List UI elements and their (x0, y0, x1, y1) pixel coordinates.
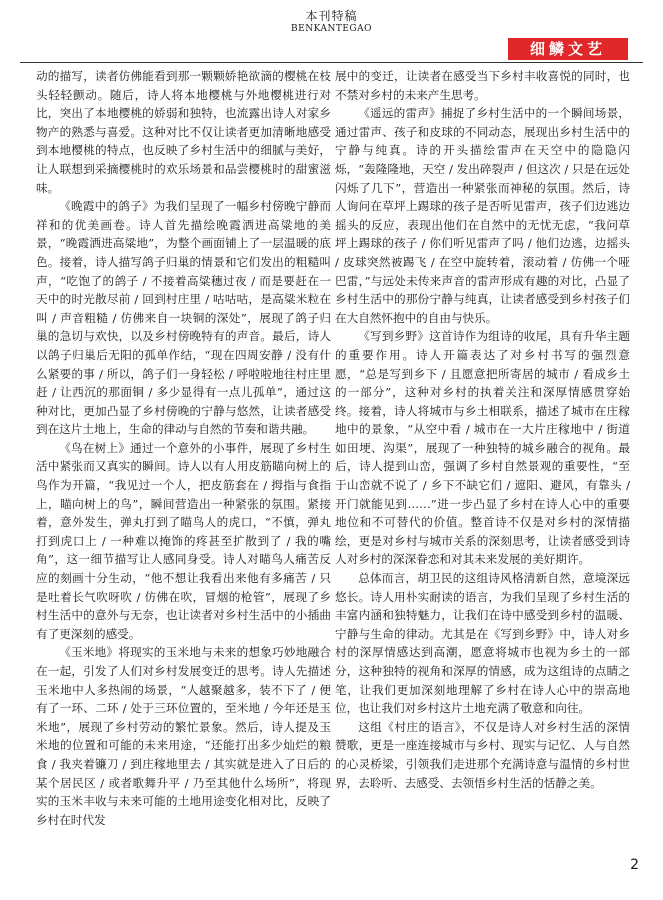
paragraph: 《写到乡野》这首诗作为组诗的收尾，具有升华主题的重要作用。诗人开篇表达了对乡村书写的强烈意愿，“总是写到乡下 / 且愿意把所寄居的城市 / 看成乡土的一部分”，这种对乡村的执着关注和深厚情感贯穿始终。接着，诗人将城市与乡土相联系，描述了城市在庄稼地中的景象，“从空中看 / 城市在一大片庄稼地中 / 街道如田埂、沟渠”，展现了一种独特的城乡融合的视角。最后，诗人提到山峦，强调了乡村自然景观的重要性，“至于山峦就不说了 / 乡下不缺它们 / 遮阳、避风，有靠头 / 开门就能见到……”进一步凸显了乡村在诗人心中的重要地位和不可替代的价值。整首诗不仅是对乡村的深情描绘，更是对乡村与城市关系的深刻思考，让读者感受到诗人对乡村的深深眷恋和对其未来发展的美好期许。 (335, 329, 630, 567)
paragraph: 总体而言，胡卫民的这组诗风格清新自然，意境深远悠长。诗人用朴实耐读的语言，为我们呈现了乡村生活的丰富内涵和独特魅力，让我们在诗中感受到乡村的温暖、宁静与生命的律动。尤其是在《写到乡野》中，诗人对乡村的深厚情感达到高潮，愿意将城市也视为乡土的一部分，这种独特的视角和深厚的情感，成为这组诗的点睛之笔，让我们更加深刻地理解了乡村在诗人心中的崇高地位，也让我们对乡村这片土地充满了敬意和向往。 (335, 571, 630, 716)
paragraph: 《鸟在树上》通过一个意外的小事件，展现了乡村生活中紧张而又真实的瞬间。诗人以有人用皮筋瞄向树上的鸟作为开篇，“我见过一个人，把皮筋套在 / 拇指与食指上，瞄向树上的鸟”，瞬间营造出一种紧张的氛围。紧接着，意外发生，弹丸打到了瞄鸟人的虎口，“不慎，弹丸打到虎口上 / 一种难以掩饰的疼甚至扩散到了 / 我的嘴角”，这一细节描写让人感同身受。诗人对瞄鸟人痛苦反应的刻画十分生动，“他不想让我看出来他有多痛苦 / 只是吐着长气吹呀吹 / 仿佛在吹，冒烟的枪管”，展现了乡村生活中的意外与无奈，也让读者对乡村生活中的小插曲有了更深刻的感受。 (36, 440, 331, 641)
right-column (335, 67, 630, 857)
header-title-en: BENKANTEGAO (291, 24, 372, 34)
page-number: 2 (630, 857, 639, 873)
paragraph: 这组《村庄的语言》，不仅是诗人对乡村生活的深情赞歌，更是一座连接城市与乡村、现实与记忆、人与自然的心灵桥梁，引领我们走进那个充满诗意与温情的乡村世界，去聆听、去感受、去领悟乡村生活的恬静之美。 (335, 719, 630, 790)
paragraph: 《晚霞中的鸽子》为我们呈现了一幅乡村傍晚宁静而祥和的优美画卷。诗人首先描绘晚霞洒进高粱地的美景，“晚霞洒进高粱地”，为整个画面铺上了一层温暖的底色。接着，诗人描写鸽子归巢的情景和它们发出的粗糙叫声，“吃饱了的鸽子 / 不接着高粱穗过夜 / 而是要赶在一天中的时光散尽前 / 回到村庄里 / 咕咕咕，是高粱米粒在叫 / 声音粗糙 / 仿佛来自一块铜的深处”，展现了鸽子归巢的急切与欢快，以及乡村傍晚特有的声音。最后，诗人以鸽子归巢后无阳的孤单作结，“现在四周安静 / 没有什么紧要的事 / 所以，鸽子们一身轻松 / 呼啦啦地往村庄里赶 / 让西沉的那面铜 / 多少显得有一点儿孤单”，通过这种对比，更加凸显了乡村傍晚的宁静与悠然，让读者感受到在这片土地上，生命的律动与自然的节奏和谐共融。 (36, 199, 331, 437)
left-column (36, 67, 331, 857)
paragraph: 动的描写，读者仿佛能看到那一颗颗娇艳欲滴的樱桃在枝头轻轻颤动。随后，诗人将本地樱桃与外地樱桃进行对比，突出了本地樱桃的娇弱和独特，也流露出诗人对家乡物产的熟悉与喜爱。这种对比不仅让读者更加清晰地感受到本地樱桃的特点，也反映了乡村生活中的细腻与美好，让人联想到采摘樱桃时的欢乐场景和品尝樱桃时的甜蜜滋味。 (36, 69, 331, 195)
header-title-cn: 本刊特稿 (305, 9, 358, 23)
paragraph: 展中的变迁，让读者在感受当下乡村丰收喜悦的同时，也不禁对乡村的未来产生思考。 (335, 69, 630, 102)
header-divider (20, 62, 643, 63)
paragraph: 《遥远的雷声》捕捉了乡村生活中的一个瞬间场景，通过雷声、孩子和皮球的不同动态，展现出乡村生活中的宁静与纯真。诗的开头描绘雷声在天空中的隐隐闪烁，“轰隆隆地，天空 / 发出碎裂声 / 但这次 / 只是在远处闪烁了几下”，营造出一种紧张而神秘的氛围。然后，诗人询问在草坪上踢球的孩子是否听见雷声，孩子们边逃边摇头的反应，表现出他们在自然中的无忧无虑，“我问草坪上踢球的孩子 / 你们听见雷声了吗 / 他们边逃，边摇头 / 皮球突然被踢飞 / 在空中旋转着，滚动着 / 仿佛一个哑巴雷，”与远处未传来声音的雷声形成有趣的对比，凸显了乡村生活中的那份宁静与纯真，让读者感受到乡村孩子们在大自然怀抱中的自由与快乐。 (335, 106, 630, 325)
paragraph: 《玉米地》将现实的玉米地与未来的想象巧妙地融合在一起，引发了人们对乡村发展变迁的思考。诗人先描述玉米地中人多热闹的场景，“人越聚越多，装不下了 / 便有了一环、二环 / 处于三环位置的，至米地 / 今年还是玉米地”，展现了乡村劳动的繁忙景象。然后，诗人提及玉米地的位置和可能的未来用途，“还能打出多少灿烂的粮食 / 我夹着镰刀 / 到庄稼地里去 / 其实就是进入了日后的某个居民区 / 或者歌舞升平 / 乃至其他什么场所”，将现实的玉米丰收与未来可能的土地用途变化相对比，反映了乡村在时代发 (36, 645, 331, 827)
page-header (0, 0, 663, 56)
brand-logo: 细鳞文艺 (508, 38, 628, 60)
